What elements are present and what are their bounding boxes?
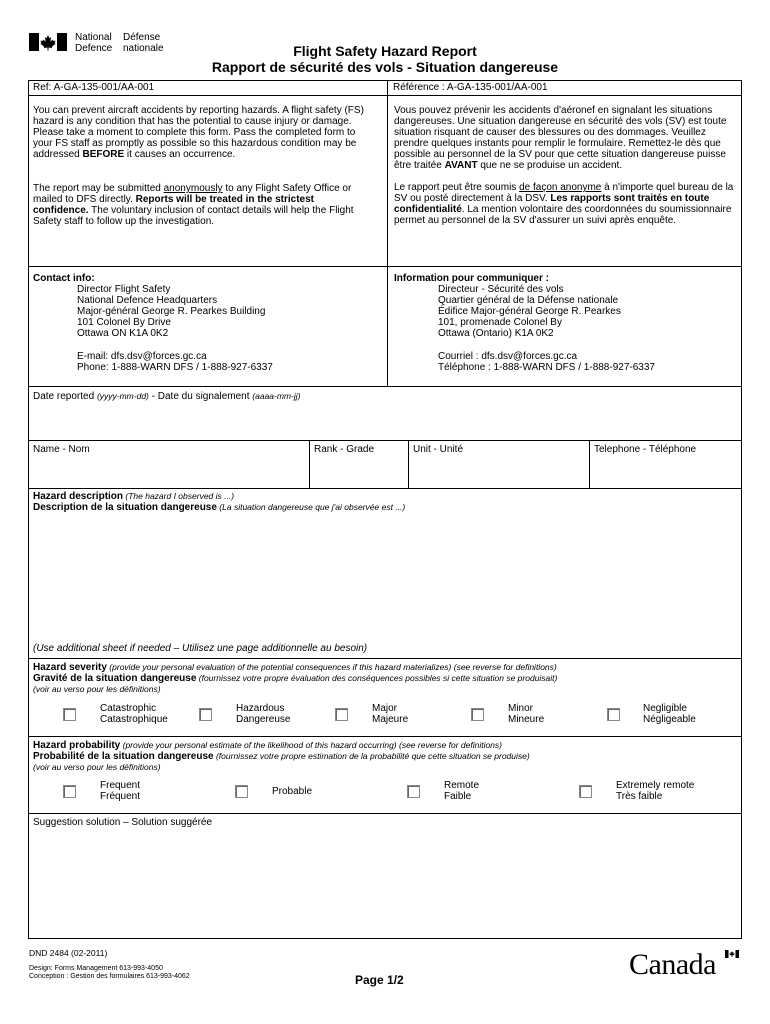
rule-description	[28, 658, 742, 659]
telephone-divider	[589, 440, 590, 488]
hazard-description-field[interactable]	[30, 516, 738, 638]
probability-remote-label: Remote Faible	[444, 780, 480, 802]
rule-probability	[28, 813, 742, 814]
reference-en: Ref: A-GA-135-001/AA-001	[33, 82, 155, 93]
agency-name-en	[75, 32, 112, 54]
reference-fr: Référence : A-GA-135-001/AA-001	[393, 82, 548, 93]
date-reported-label: Date reported (yyyy-mm-dd) - Date du signalement (aaaa-mm-jj)	[33, 391, 301, 402]
contact-phone-en: Phone: 1-888-WARN DFS / 1-888-927-6337	[77, 362, 273, 373]
contact-line: Ottawa ON K1A 0K2	[77, 328, 169, 339]
intro-paragraph-2-en: The report may be submitted anonymously to any Flight Safety Office or mailed to DFS directly. Reports will be treated in the strictest confidence. The voluntary inclusion of contact details will help the Flight Safety staff to follow up the investigation.	[33, 183, 354, 227]
agency-fr-line-1: Défense	[123, 32, 161, 43]
form-number: DND 2484 (02-2011)	[29, 948, 108, 958]
wordmark-flag-icon	[725, 950, 739, 958]
hazard-severity-label: Hazard severity (provide your personal evaluation of the potential consequences if this hazard materializes) (see reverse for definitions) Gravité de la situation dangereuse (fournissez votre propre évaluation des conséquences possibles si cette situation se produisait) (voir au verso pour les définitions)	[33, 662, 558, 694]
rank-divider	[309, 440, 310, 488]
telephone-label: Telephone - Téléphone	[594, 444, 697, 455]
contact-line: 101 Colonel By Drive	[77, 317, 171, 328]
design-credit-fr: Conception : Gestion des formulaires 613-993-4062	[29, 973, 190, 980]
title-fr: Rapport de sécurité des vols - Situation dangereuse	[211, 59, 559, 75]
contact-line: National Defence Headquarters	[77, 295, 218, 306]
unit-divider	[408, 440, 409, 488]
severity-hazardous-checkbox[interactable]	[199, 708, 212, 721]
probability-probable-label: Probable	[272, 786, 313, 797]
date-reported-field[interactable]	[33, 405, 733, 435]
probability-frequent-label: Frequent Fréquent	[100, 780, 141, 802]
rank-field[interactable]	[311, 457, 406, 486]
severity-catastrophic-checkbox[interactable]	[63, 708, 76, 721]
probability-extremely-remote-checkbox[interactable]	[579, 785, 592, 798]
intro-fr	[394, 105, 739, 226]
name-field[interactable]	[30, 457, 306, 486]
contact-line: Director Flight Safety	[77, 284, 171, 295]
government-flag-logo	[29, 33, 67, 51]
rule-fields	[28, 488, 742, 489]
contact-divider	[387, 266, 388, 386]
intro-paragraph-2-fr: Le rapport peut être soumis de façon anonyme à n'importe quel bureau de la SV ou posté directement à la DSV. Les rapports sont traités en toute confidentialité. La mention volontaire des coordonnées du soumissionnaire permet au personnel de la SV d'assurer un suivi après enquête.	[394, 182, 734, 226]
name-label: Name - Nom	[33, 444, 90, 455]
contact-line: Directeur - Sécurité des vols	[438, 284, 564, 295]
severity-catastrophic-label: Catastrophic Catastrophique	[100, 703, 168, 725]
intro-divider	[387, 80, 388, 266]
telephone-field[interactable]	[591, 457, 739, 486]
title-en: Flight Safety Hazard Report	[293, 43, 477, 59]
contact-line: Ottawa (Ontario) K1A 0K2	[438, 328, 554, 339]
additional-sheet-note: (Use additional sheet if needed – Utilisez une page additionnelle au besoin)	[33, 643, 368, 654]
severity-negligible-label: Negligible Négligeable	[643, 703, 696, 725]
contact-label-en: Contact info:	[33, 273, 95, 284]
severity-negligible-checkbox[interactable]	[607, 708, 620, 721]
rank-label: Rank - Grade	[314, 444, 375, 455]
contact-line: Édifice Major-général George R. Pearkes	[438, 306, 621, 317]
rule-ref	[28, 95, 742, 96]
probability-extremely-remote-label: Extremely remote Très faible	[616, 780, 695, 802]
contact-address-en	[33, 284, 383, 373]
probability-remote-checkbox[interactable]	[407, 785, 420, 798]
probability-frequent-checkbox[interactable]	[63, 785, 76, 798]
severity-minor-label: Minor Mineure	[508, 703, 545, 725]
contact-email-en: E-mail: dfs.dsv@forces.gc.ca	[77, 351, 207, 362]
contact-en	[33, 273, 383, 373]
rule-contact	[28, 386, 742, 387]
design-credit	[29, 965, 190, 981]
contact-fr	[394, 273, 739, 373]
suggestion-label: Suggestion solution – Solution suggérée	[33, 817, 213, 828]
rule-date	[28, 440, 742, 441]
intro-paragraph-1-fr: Vous pouvez prévenir les accidents d'aéronef en signalant les situations dangereuses. Une situation dangereuse en sécurité des vols (SV) est toute situation risquant de causer des blessures ou des dommages. Veuillez prendre quelques instants pour remplir le formulaire. Remettez-le dès que possible au personnel de la SV pour que cette situation dangereuse puisse être traitée AVANT que ne se produise un accident.	[394, 105, 727, 171]
agency-fr-line-2: nationale	[123, 43, 164, 54]
probability-probable-checkbox[interactable]	[235, 785, 248, 798]
severity-major-label: Major Majeure	[372, 703, 409, 725]
rule-intro	[28, 266, 742, 267]
agency-name-fr	[123, 32, 164, 54]
form-title	[180, 43, 590, 75]
contact-line: Quartier général de la Défense nationale	[438, 295, 619, 306]
unit-label: Unit - Unité	[413, 444, 464, 455]
contact-label-fr: Information pour communiquer :	[394, 273, 549, 284]
hazard-probability-label: Hazard probability (provide your personal estimate of the likelihood of this hazard occurring) (see reverse for definitions) Probabilité de la situation dangereuse (fournissez votre propre estimation de la probabilité que cette situation se produise) (voir au verso pour les définitions)	[33, 740, 530, 772]
canada-wordmark-text: Canada	[629, 948, 716, 981]
unit-field[interactable]	[410, 457, 587, 486]
design-credit-en: Design: Forms Management 613-993-4050	[29, 965, 163, 972]
agency-en-line-2: Defence	[75, 43, 113, 54]
hazard-description-label: Hazard description (The hazard I observed is ...) Description de la situation dangereuse (La situation dangereuse que j'ai observée est ...)	[33, 491, 406, 513]
contact-line: Major-général George R. Pearkes Building	[77, 306, 266, 317]
page-number: Page 1/2	[355, 973, 404, 987]
contact-phone-fr: Téléphone : 1-888-WARN DFS / 1-888-927-6337	[438, 362, 655, 373]
contact-line: 101, promenade Colonel By	[438, 317, 562, 328]
rule-severity	[28, 736, 742, 737]
severity-minor-checkbox[interactable]	[471, 708, 484, 721]
intro-paragraph-1-en: You can prevent aircraft accidents by reporting hazards. A flight safety (FS) hazard is any condition that has the potential to cause injury or damage. Please take a moment to complete this form. Pass the completed form to your FS staff as promptly as possible so this hazardous condition may be addressed BEFORE it causes an occurrence.	[33, 105, 364, 160]
severity-hazardous-label: Hazardous Dangereuse	[236, 703, 291, 725]
severity-major-checkbox[interactable]	[335, 708, 348, 721]
intro-en	[33, 105, 371, 227]
agency-en-line-1: National	[75, 32, 112, 43]
contact-address-fr	[394, 284, 739, 373]
canada-wordmark	[629, 948, 741, 982]
suggestion-field[interactable]	[30, 832, 738, 936]
contact-email-fr: Courriel : dfs.dsv@forces.gc.ca	[438, 351, 578, 362]
